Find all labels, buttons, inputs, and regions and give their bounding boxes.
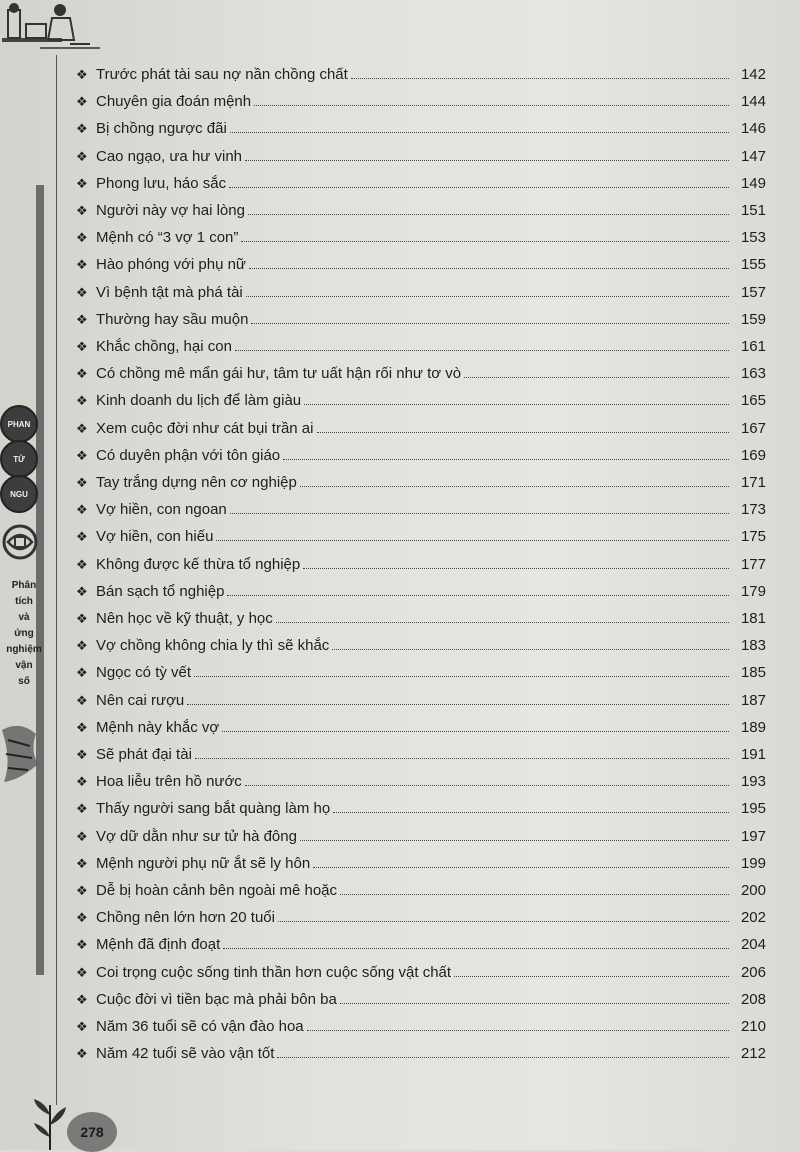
- toc-entry-page: 204: [740, 936, 766, 954]
- toc-entry: [76, 120, 766, 146]
- diamond-bullet-icon: ❖: [76, 556, 88, 572]
- diamond-bullet-icon: ❖: [76, 175, 88, 191]
- toc-entry: [76, 855, 766, 881]
- dot-leader: [283, 449, 729, 460]
- tiger-ornament-icon: [0, 720, 40, 790]
- toc-entry: [76, 637, 766, 663]
- toc-entry: [76, 528, 766, 554]
- dot-leader: [333, 802, 729, 813]
- toc-entry: [76, 909, 766, 935]
- toc-entry-title: Dễ bị hoàn cảnh bên ngoài mê hoặc: [96, 882, 338, 899]
- toc-entry: [76, 746, 766, 772]
- side-caption-line: và: [18, 612, 30, 623]
- badge-ngu: NGU: [0, 475, 38, 513]
- toc-entry: [76, 664, 766, 690]
- diamond-bullet-icon: ❖: [76, 692, 88, 708]
- toc-entry-title: Chuyên gia đoán mệnh: [96, 93, 252, 111]
- dot-leader: [340, 993, 729, 1004]
- dot-leader: [276, 612, 729, 623]
- diamond-bullet-icon: ❖: [76, 991, 88, 1007]
- toc-entry-title: Nên học về kỹ thuật, y học: [96, 610, 273, 627]
- toc-entry-title: Chồng nên lớn hơn 20 tuổi: [96, 909, 275, 927]
- toc-entry: [76, 420, 766, 446]
- toc-entry-page: 206: [740, 963, 766, 981]
- toc-entry-title: Thấy người sang bắt quàng làm họ: [96, 800, 331, 818]
- toc-entry-page: 161: [740, 338, 766, 355]
- dot-leader: [332, 639, 729, 650]
- toc-entry: [76, 556, 766, 582]
- toc-entry-title: Khắc chồng, hại con: [96, 338, 232, 355]
- dot-leader: [313, 857, 729, 868]
- toc-entry-title: Cuộc đời vì tiền bạc mà phải bôn ba: [96, 990, 337, 1008]
- toc-entry-title: Người này vợ hai lòng: [96, 202, 245, 219]
- dot-leader: [229, 177, 729, 188]
- toc-entry-title: Coi trọng cuộc sống tinh thần hơn cuộc sống vật chất: [96, 963, 452, 981]
- diamond-bullet-icon: ❖: [76, 801, 88, 817]
- toc-entry: [76, 311, 766, 337]
- toc-entry-page: 185: [740, 664, 766, 682]
- toc-entry-page: 153: [740, 229, 766, 247]
- diamond-bullet-icon: ❖: [76, 257, 88, 273]
- dot-leader: [254, 95, 729, 106]
- toc-entry-page: 210: [740, 1018, 766, 1035]
- toc-entry-title: Vì bệnh tật mà phá tài: [96, 283, 243, 301]
- dot-leader: [235, 340, 729, 351]
- diamond-bullet-icon: ❖: [76, 583, 88, 599]
- knot-ornament-icon: [0, 522, 40, 562]
- diamond-bullet-icon: ❖: [76, 393, 88, 409]
- toc-entry: [76, 773, 766, 799]
- toc-entry-title: Trước phát tài sau nợ nần chồng chất: [96, 66, 348, 83]
- dot-leader: [241, 231, 729, 242]
- toc-entry-page: 197: [740, 827, 766, 845]
- margin-rule: [56, 55, 57, 1105]
- dot-leader: [454, 966, 729, 977]
- dot-leader: [246, 286, 729, 297]
- toc-entry-title: Bị chồng ngược đãi: [96, 120, 227, 138]
- badge-tu: TỬ: [0, 440, 38, 478]
- toc-entry: [76, 474, 766, 500]
- toc-entry-page: 187: [740, 691, 766, 709]
- diamond-bullet-icon: ❖: [76, 828, 88, 844]
- toc-entry-title: Hào phóng với phụ nữ: [96, 256, 246, 274]
- toc-entry-page: 142: [740, 66, 766, 83]
- toc-entry: [76, 365, 766, 391]
- dot-leader: [278, 911, 729, 922]
- toc-entry-title: Không được kế thừa tổ nghiệp: [96, 555, 301, 573]
- dot-leader: [245, 775, 729, 786]
- toc-entry-page: 208: [740, 990, 766, 1008]
- toc-entry-page: 181: [740, 610, 766, 627]
- diamond-bullet-icon: ❖: [76, 774, 88, 790]
- dot-leader: [317, 422, 730, 433]
- plant-ornament-icon: [30, 1095, 70, 1150]
- toc-entry-page: 199: [740, 854, 766, 872]
- diamond-bullet-icon: ❖: [76, 1046, 88, 1062]
- dot-leader: [464, 367, 729, 378]
- toc-entry-title: Thường hay sầu muộn: [96, 310, 249, 328]
- toc-entry-page: 169: [740, 446, 766, 464]
- diamond-bullet-icon: ❖: [76, 121, 88, 137]
- toc-entry-title: Cao ngạo, ưa hư vinh: [96, 147, 243, 165]
- diamond-bullet-icon: ❖: [76, 67, 88, 82]
- toc-entry-title: Năm 36 tuổi sẽ có vận đào hoa: [96, 1018, 304, 1035]
- toc-entry-title: Vợ hiền, con hiếu: [96, 528, 214, 546]
- toc-entry-page: 193: [740, 773, 766, 791]
- toc-entry-page: 175: [740, 528, 766, 546]
- toc-entry-page: 159: [740, 310, 766, 328]
- toc-entry-title: Vợ dữ dằn như sư tử hà đông: [96, 827, 297, 845]
- toc-entry-page: 189: [740, 718, 766, 736]
- diamond-bullet-icon: ❖: [76, 420, 88, 436]
- toc-entry-title: Kinh doanh du lịch để làm giàu: [96, 392, 302, 410]
- toc-entry: [76, 501, 766, 527]
- toc-entry: [76, 828, 766, 854]
- dot-leader: [230, 122, 729, 133]
- dot-leader: [340, 884, 729, 895]
- dot-leader: [216, 530, 729, 541]
- toc-entry-title: Bán sạch tổ nghiệp: [96, 582, 225, 600]
- toc-entry: [76, 392, 766, 418]
- diamond-bullet-icon: ❖: [76, 910, 88, 926]
- side-caption-line: Phân: [11, 580, 37, 591]
- toc-entry-page: 167: [740, 419, 766, 437]
- dot-leader: [222, 721, 729, 732]
- toc-entry-title: Năm 42 tuổi sẽ vào vận tốt: [96, 1045, 275, 1063]
- dot-leader: [245, 150, 729, 161]
- toc-entry: [76, 882, 766, 908]
- badge-phan: PHAN: [0, 405, 38, 443]
- diamond-bullet-icon: ❖: [76, 638, 88, 654]
- toc-entry: [76, 800, 766, 826]
- toc-entry-page: 171: [740, 474, 766, 491]
- toc-entry-title: Vợ chồng không chia ly thì sẽ khắc: [96, 637, 330, 655]
- dot-leader: [307, 1020, 729, 1031]
- toc-entry: [76, 93, 766, 119]
- dot-leader: [277, 1047, 729, 1058]
- toc-entry-page: 191: [740, 746, 766, 763]
- toc-entry-page: 200: [740, 882, 766, 899]
- diamond-bullet-icon: ❖: [76, 937, 88, 953]
- dot-leader: [300, 476, 729, 487]
- toc-entry: [76, 936, 766, 962]
- toc-entry-title: Phong lưu, háo sắc: [96, 174, 227, 192]
- toc-entry: [76, 719, 766, 745]
- diamond-bullet-icon: ❖: [76, 366, 88, 382]
- dot-leader: [194, 666, 729, 677]
- toc-entry-title: Ngọc có tỳ vết: [96, 664, 192, 682]
- dot-leader: [223, 938, 729, 949]
- diamond-bullet-icon: ❖: [76, 284, 88, 300]
- diamond-bullet-icon: ❖: [76, 883, 88, 898]
- toc-entry-title: Xem cuộc đời như cát bụi trần ai: [96, 419, 314, 437]
- diamond-bullet-icon: ❖: [76, 311, 88, 327]
- dot-leader: [248, 204, 729, 215]
- toc-entry: [76, 964, 766, 990]
- side-caption-line: số: [18, 676, 30, 687]
- toc-entry-page: 147: [740, 147, 766, 165]
- toc-entry-title: Mệnh đã định đoạt: [96, 936, 221, 954]
- toc-entry-title: Sẽ phát đại tài: [96, 746, 192, 763]
- toc-entry-title: Mệnh này khắc vợ: [96, 718, 220, 736]
- dot-leader: [251, 313, 729, 324]
- toc-entry-page: 149: [740, 174, 766, 192]
- toc-entry-page: 212: [740, 1045, 766, 1063]
- toc-entry-page: 157: [740, 283, 766, 301]
- dot-leader: [187, 694, 729, 705]
- toc-entry: [76, 1045, 766, 1071]
- toc-entry-page: 195: [740, 800, 766, 818]
- page-number: 278: [67, 1112, 117, 1152]
- toc-entry: [76, 692, 766, 718]
- toc-entry-title: Hoa liễu trên hồ nước: [96, 773, 242, 791]
- toc-entry-page: 177: [740, 555, 766, 573]
- toc-entry-page: 173: [740, 501, 766, 519]
- diamond-bullet-icon: ❖: [76, 339, 88, 354]
- dot-leader: [351, 68, 729, 79]
- toc-entry-title: Vợ hiền, con ngoan: [96, 501, 227, 519]
- dot-leader: [303, 558, 729, 569]
- diamond-bullet-icon: ❖: [76, 665, 88, 681]
- diamond-bullet-icon: ❖: [76, 1019, 88, 1034]
- toc-entry-page: 155: [740, 256, 766, 274]
- dot-leader: [300, 830, 729, 841]
- toc-entry-page: 146: [740, 120, 766, 138]
- toc-entry-page: 183: [740, 637, 766, 655]
- diamond-bullet-icon: ❖: [76, 502, 88, 518]
- toc-entry-title: Tay trắng dựng nên cơ nghiệp: [96, 474, 297, 491]
- toc-entry: [76, 202, 766, 228]
- toc-entry-page: 202: [740, 909, 766, 927]
- diamond-bullet-icon: ❖: [76, 747, 88, 762]
- toc-entry-page: 144: [740, 93, 766, 111]
- toc-entry: [76, 338, 766, 364]
- toc-entry: [76, 66, 766, 92]
- diamond-bullet-icon: ❖: [76, 94, 88, 110]
- toc-entry: [76, 583, 766, 609]
- toc-entry-page: 151: [740, 202, 766, 219]
- dot-leader: [249, 258, 729, 269]
- toc-entry: [76, 1018, 766, 1044]
- toc-entry-title: Mệnh người phụ nữ ắt sẽ ly hôn: [96, 854, 311, 872]
- diamond-bullet-icon: ❖: [76, 855, 88, 871]
- side-caption-line: ứng: [14, 628, 34, 639]
- dot-leader: [227, 585, 729, 596]
- toc-entry-title: Mệnh có “3 vợ 1 con”: [96, 229, 239, 247]
- toc-entry: [76, 284, 766, 310]
- dot-leader: [195, 748, 729, 759]
- toc-entry: [76, 148, 766, 174]
- diamond-bullet-icon: ❖: [76, 203, 88, 218]
- diamond-bullet-icon: ❖: [76, 611, 88, 626]
- diamond-bullet-icon: ❖: [76, 230, 88, 246]
- scholars-illustration-icon: [0, 0, 100, 70]
- toc-entry: [76, 991, 766, 1017]
- diamond-bullet-icon: ❖: [76, 475, 88, 490]
- side-caption-line: nghiệm: [6, 644, 42, 655]
- dot-leader: [230, 503, 729, 514]
- diamond-bullet-icon: ❖: [76, 529, 88, 545]
- dot-leader: [304, 394, 729, 405]
- toc-entry-title: Có duyên phận với tôn giáo: [96, 446, 281, 464]
- toc-entry: [76, 610, 766, 636]
- side-caption: [0, 578, 48, 690]
- diamond-bullet-icon: ❖: [76, 148, 88, 164]
- toc-entry-title: Nên cai rượu: [96, 691, 185, 709]
- toc-entry-page: 163: [740, 365, 766, 383]
- toc-entry-page: 179: [740, 582, 766, 600]
- toc-entry-title: Có chồng mê mẩn gái hư, tâm tư uất hận rối như tơ vò: [96, 365, 462, 383]
- side-caption-line: tích: [15, 596, 33, 607]
- diamond-bullet-icon: ❖: [76, 719, 88, 735]
- toc-entry: [76, 229, 766, 255]
- diamond-bullet-icon: ❖: [76, 447, 88, 463]
- side-caption-line: vận: [15, 660, 33, 671]
- diamond-bullet-icon: ❖: [76, 964, 88, 980]
- toc-entry: [76, 447, 766, 473]
- toc-entry: [76, 256, 766, 282]
- toc-entry-page: 165: [740, 392, 766, 410]
- toc-entry: [76, 175, 766, 201]
